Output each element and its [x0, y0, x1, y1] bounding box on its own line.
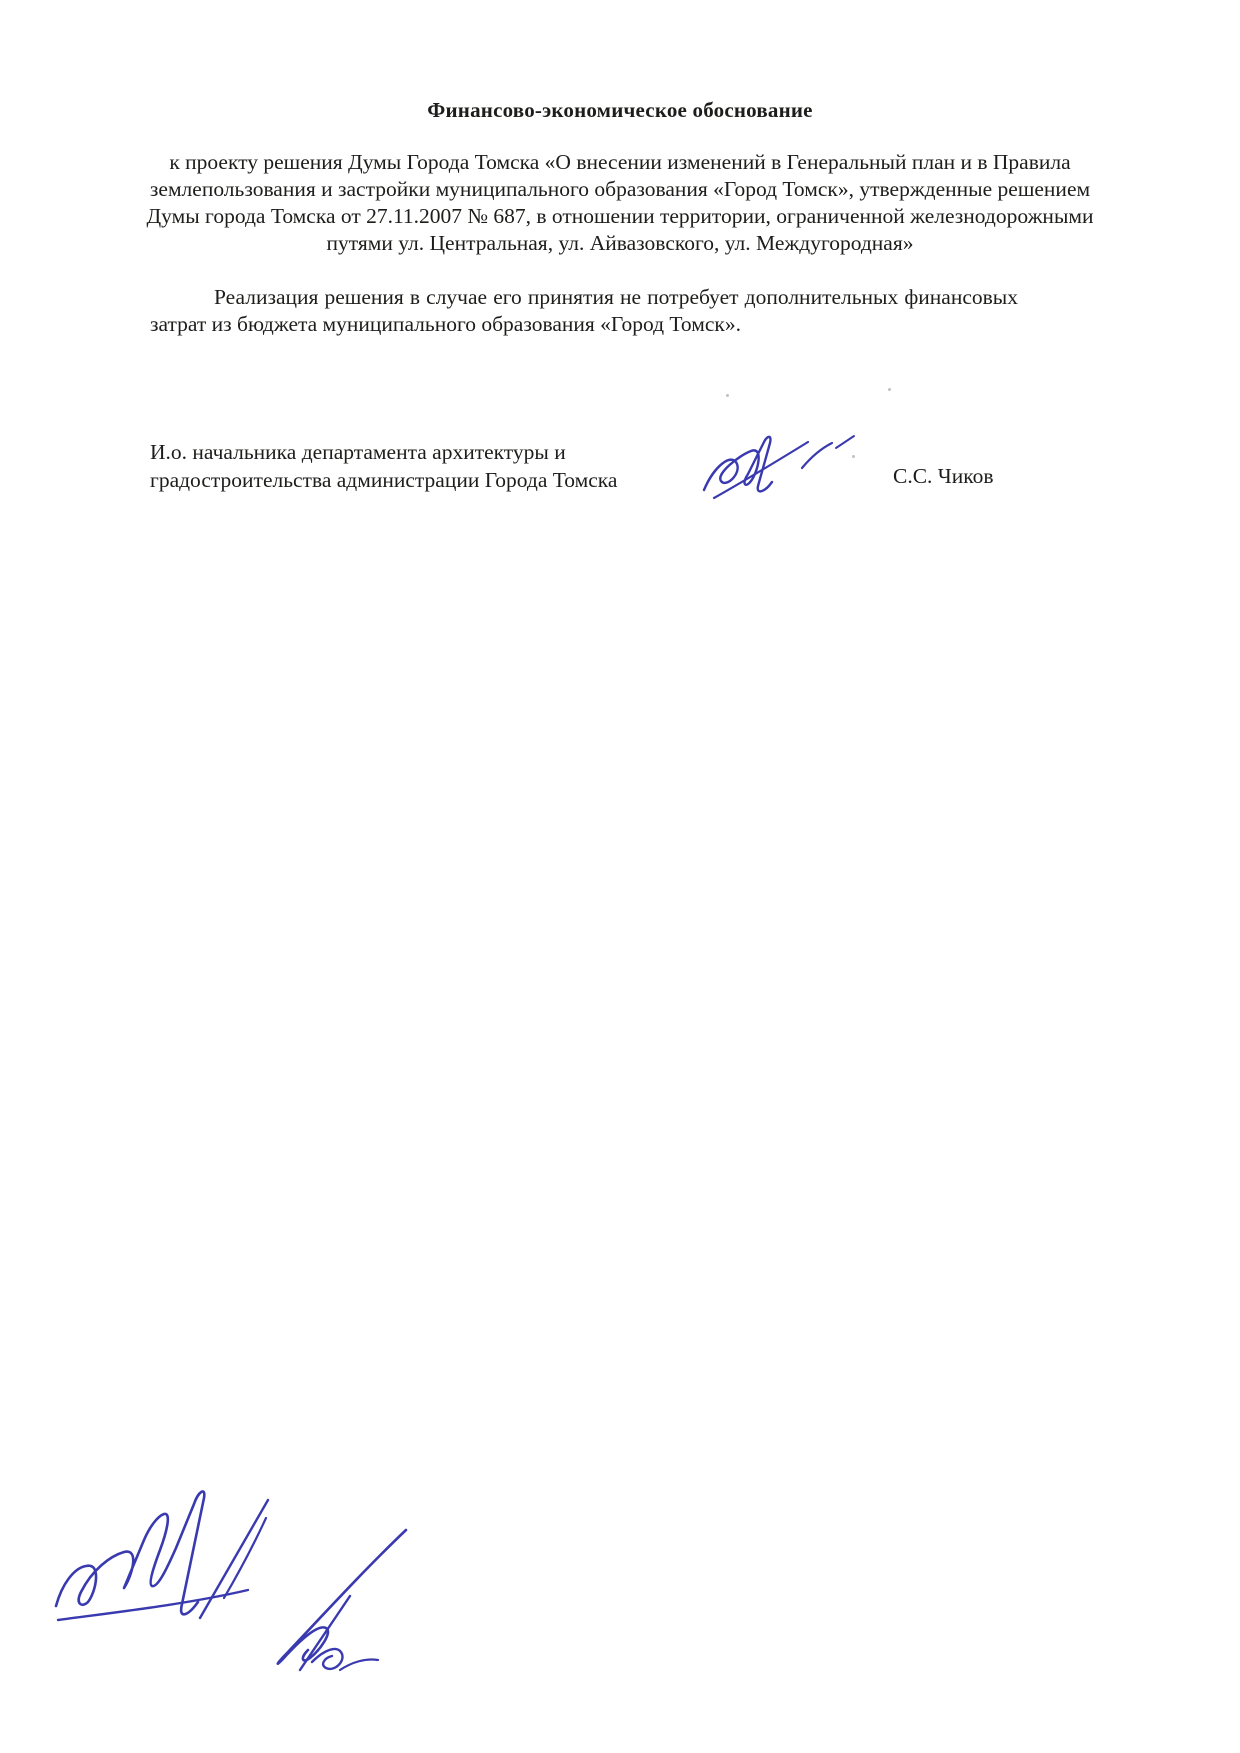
handwritten-signature-right-icon — [230, 1520, 430, 1700]
signatory-name: С.С. Чиков — [893, 464, 994, 488]
signatory-title — [150, 438, 617, 494]
scan-speck — [852, 455, 855, 458]
document-subtitle-paragraph: к проекту решения Думы Города Томска «О внесении изменений в Генеральный план и в Правила землепользования и застройки муниципального образования «Город Томск», утвержденные решением Думы города Томска от 27.11.2007 № 687, в отношении территории, ограниченной железнодорожными путями ул. Центральная, ул. Айвазовского, ул. Междугородная» — [146, 150, 1094, 255]
document-body-paragraph: Реализация решения в случае его принятия не потребует дополнительных финансовых затрат из бюджета муниципального образования «Город Томск». — [150, 285, 1018, 336]
signature-scribble-icon — [690, 428, 860, 513]
scan-speck — [888, 388, 891, 391]
scan-speck — [726, 394, 729, 397]
signatory-title-line1: И.о. начальника департамента архитектуры и — [150, 440, 566, 464]
signatory-title-line2: градостроительства администрации Города Томска — [150, 468, 618, 492]
document-title: Финансово-экономическое обоснование — [427, 98, 813, 122]
